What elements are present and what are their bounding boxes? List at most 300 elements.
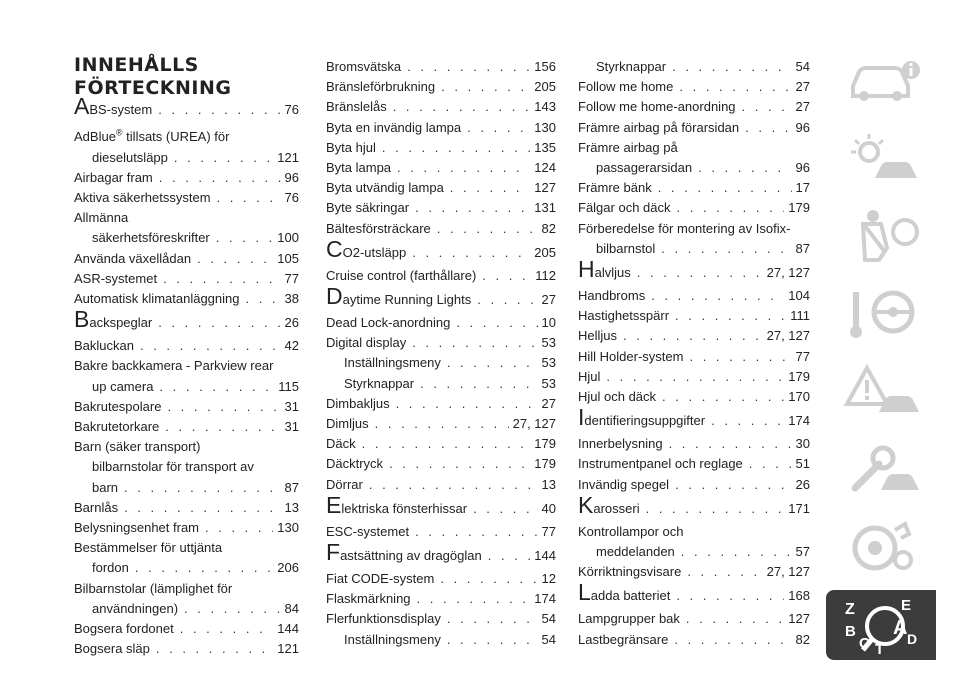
entry-text: dentifieringsuppgifter xyxy=(584,413,706,429)
entry-text: Belysningsenhet fram xyxy=(74,519,200,535)
page-number: 27, 127 xyxy=(512,416,556,432)
index-entry xyxy=(578,118,810,138)
page-number: 12 xyxy=(541,571,556,587)
entry-label xyxy=(92,377,153,397)
entry-label xyxy=(578,434,663,454)
index-entry-heading xyxy=(74,579,299,599)
entry-text: Bilbarnstolar (lämplighet för xyxy=(74,580,233,596)
dot-leader xyxy=(382,138,530,158)
dot-leader xyxy=(675,475,791,495)
entry-label xyxy=(578,256,631,286)
page-number: 127 xyxy=(788,611,810,627)
index-entry-heading xyxy=(578,219,810,239)
index-entry xyxy=(326,118,556,138)
entry-label xyxy=(74,188,211,208)
entry-text: Styrknappar xyxy=(344,375,415,391)
index-entry xyxy=(326,97,556,117)
entry-text: Främre airbag på xyxy=(578,139,678,155)
entry-text: Använda växellådan xyxy=(74,250,192,266)
index-entry xyxy=(326,333,556,353)
index-entry xyxy=(74,558,299,578)
entry-label xyxy=(74,581,232,596)
dot-leader xyxy=(397,158,530,178)
entry-label xyxy=(74,540,222,555)
dot-leader xyxy=(698,158,791,178)
page-number: 13 xyxy=(541,476,556,492)
dot-leader xyxy=(447,609,538,629)
dot-leader xyxy=(742,97,792,117)
dot-leader xyxy=(124,478,281,498)
entry-label xyxy=(596,57,666,77)
entry-label xyxy=(326,589,411,609)
entry-label xyxy=(326,178,444,198)
dot-leader xyxy=(245,289,280,309)
entry-text: Invändig spegel xyxy=(578,476,670,492)
entry-text: BS-system xyxy=(89,102,153,117)
entry-text: Bränslelås xyxy=(326,99,387,115)
dot-leader xyxy=(669,434,792,454)
entry-text: Cruise control (farthållare) xyxy=(326,267,477,283)
entry-label xyxy=(74,619,174,639)
page-title xyxy=(74,54,294,100)
dot-leader xyxy=(441,77,530,97)
entry-text: Inställningsmeny xyxy=(344,631,441,647)
entry-text: bilbarnstol xyxy=(596,240,656,256)
index-entry xyxy=(578,57,810,77)
entry-label xyxy=(74,289,239,309)
entry-label xyxy=(74,93,153,123)
tab-warning-car[interactable] xyxy=(826,356,936,426)
dot-leader xyxy=(473,496,537,522)
entry-label xyxy=(326,333,406,353)
entry-text: AdBlue xyxy=(74,129,116,145)
index-entry xyxy=(74,518,299,538)
page-number: 77 xyxy=(284,270,299,286)
page-number: 135 xyxy=(534,139,556,155)
car-info-icon xyxy=(835,48,927,110)
entry-label xyxy=(92,599,178,619)
dot-leader xyxy=(661,239,791,259)
entry-text: Byte säkringar xyxy=(326,200,410,216)
dot-leader xyxy=(676,583,784,609)
entry-label xyxy=(344,630,441,650)
index-entry xyxy=(74,498,299,518)
entry-label xyxy=(578,118,739,138)
index-letter: Z xyxy=(845,601,855,618)
index-letter: A xyxy=(893,617,908,639)
entry-label xyxy=(578,454,743,474)
index-entry xyxy=(578,306,810,326)
entry-text: Fiat CODE-system xyxy=(326,571,435,587)
index-letter: D xyxy=(907,631,918,647)
tab-steering-key[interactable] xyxy=(826,278,936,348)
entry-label xyxy=(74,397,161,417)
entry-text: astsättning av dragöglan xyxy=(340,548,482,564)
dot-leader xyxy=(651,286,784,306)
dot-leader xyxy=(745,118,791,138)
initial-letter: L xyxy=(578,579,591,606)
page-number: 174 xyxy=(788,413,810,429)
entry-label xyxy=(578,97,736,117)
dot-leader xyxy=(158,97,280,123)
initial-letter: K xyxy=(578,491,594,518)
dot-leader xyxy=(689,347,791,367)
entry-text: användningen) xyxy=(92,600,179,616)
page-number: 124 xyxy=(534,160,556,176)
dashboard-lights-icon xyxy=(835,126,927,188)
index-entry xyxy=(326,569,556,589)
page-number: 76 xyxy=(284,189,299,205)
entry-text: Innerbelysning xyxy=(578,436,663,452)
page-number: 57 xyxy=(795,544,810,560)
entry-text: dieselutsläpp xyxy=(92,149,168,165)
entry-text: Bestämmelser för uttjänta xyxy=(74,540,223,556)
entry-text: up camera xyxy=(92,378,154,394)
page-number: 27, 127 xyxy=(766,265,810,281)
seatbelt-airbag-icon xyxy=(835,204,927,266)
index-entry xyxy=(74,306,299,336)
index-entry xyxy=(578,198,810,218)
index-column-1 xyxy=(74,93,299,659)
entry-label xyxy=(344,353,441,373)
dot-leader xyxy=(412,240,530,266)
entry-label xyxy=(578,579,671,609)
entry-label xyxy=(326,569,434,589)
page-number: 205 xyxy=(534,79,556,95)
dot-leader xyxy=(467,118,530,138)
index-entry xyxy=(326,266,556,286)
index-entry-heading xyxy=(74,457,299,477)
entry-text: Bakluckan xyxy=(74,338,134,354)
entry-text: Bogsera släp xyxy=(74,641,150,657)
index-entry xyxy=(326,178,556,198)
entry-text: Follow me home xyxy=(578,79,674,95)
index-entry-heading xyxy=(74,123,299,148)
page-number: 111 xyxy=(790,308,810,324)
entry-text-continued: tillsats (UREA) för xyxy=(122,129,230,145)
dot-leader xyxy=(672,57,791,77)
page-number: 87 xyxy=(795,240,810,256)
dot-leader xyxy=(662,387,784,407)
tab-index[interactable] xyxy=(826,590,936,660)
page-number: 77 xyxy=(541,523,556,539)
entry-text: Flerfunktionsdisplay xyxy=(326,611,441,627)
dot-leader xyxy=(420,374,537,394)
dot-leader xyxy=(623,326,763,346)
dot-leader xyxy=(156,639,273,659)
dot-leader xyxy=(437,219,538,239)
dot-leader xyxy=(456,313,537,333)
tab-tech-data[interactable] xyxy=(826,512,936,582)
dot-leader xyxy=(167,397,280,417)
index-letter: T xyxy=(875,641,885,656)
index-entry xyxy=(578,542,810,562)
entry-label xyxy=(74,639,150,659)
entry-text: Byta utvändig lampa xyxy=(326,180,444,196)
page-number: 144 xyxy=(277,621,299,636)
page-number: 100 xyxy=(277,230,299,246)
entry-text: Däck xyxy=(326,436,356,452)
index-entry xyxy=(326,475,556,495)
entry-label xyxy=(596,158,692,178)
page-number: 38 xyxy=(284,290,299,306)
dot-leader xyxy=(417,589,531,609)
page-number: 26 xyxy=(795,476,810,492)
index-entry xyxy=(578,609,810,629)
page-number: 82 xyxy=(541,220,556,236)
index-entry xyxy=(74,228,299,248)
page-number: 121 xyxy=(277,641,299,657)
initial-letter: H xyxy=(578,256,595,283)
entry-text: adda batteriet xyxy=(590,588,671,604)
dot-leader xyxy=(686,609,784,629)
index-entry xyxy=(578,434,810,454)
warning-car-icon xyxy=(835,360,927,422)
entry-label xyxy=(326,394,390,414)
entry-text: Aktiva säkerhetssystem xyxy=(74,189,211,205)
index-entry xyxy=(326,609,556,629)
entry-text: Follow me home-anordning xyxy=(578,99,736,115)
index-entry xyxy=(578,562,810,582)
initial-letter: B xyxy=(74,306,90,333)
entry-label xyxy=(578,404,706,434)
index-entry xyxy=(74,249,299,269)
index-entry xyxy=(578,239,810,259)
entry-label xyxy=(578,306,669,326)
entry-text: Instrumentpanel och reglage xyxy=(578,456,743,472)
entry-label xyxy=(326,97,387,117)
page-number: 130 xyxy=(277,519,299,535)
initial-letter: D xyxy=(326,283,343,310)
entry-text: Bakrutespolare xyxy=(74,398,162,414)
entry-label xyxy=(74,168,153,188)
tab-wrench-car[interactable] xyxy=(826,434,936,504)
page-number: 96 xyxy=(284,169,299,185)
index-entry xyxy=(74,417,299,437)
index-entry xyxy=(326,138,556,158)
page-number: 115 xyxy=(278,378,299,394)
tab-car-info[interactable] xyxy=(826,44,936,114)
entry-text: lektriska fönsterhissar xyxy=(341,500,468,516)
page-number: 144 xyxy=(534,548,556,564)
dot-leader xyxy=(159,377,274,397)
entry-label xyxy=(92,459,254,474)
entry-text: Hjul och däck xyxy=(578,389,657,405)
dot-leader xyxy=(140,336,281,356)
entry-label xyxy=(578,221,790,236)
page-number: 121 xyxy=(277,149,299,165)
entry-text: ESC-systemet xyxy=(326,523,410,539)
steering-key-icon xyxy=(835,282,927,344)
entry-text: Dead Lock-anordning xyxy=(326,315,451,331)
page-number: 10 xyxy=(541,315,556,331)
entry-text: Barnlås xyxy=(74,499,119,515)
index-entry xyxy=(74,188,299,208)
entry-label xyxy=(74,306,153,336)
dot-leader xyxy=(675,306,786,326)
entry-text: O2-utsläpp xyxy=(342,244,407,260)
dot-leader xyxy=(711,408,784,434)
entry-text: ASR-systemet xyxy=(74,270,158,286)
entry-text: säkerhetsföreskrifter xyxy=(92,230,210,246)
dot-leader xyxy=(646,496,785,522)
dot-leader xyxy=(389,454,530,474)
entry-label xyxy=(326,491,468,522)
dot-leader xyxy=(396,394,538,414)
entry-label xyxy=(92,558,129,578)
page-number: 13 xyxy=(284,499,299,515)
page-number: 105 xyxy=(277,250,299,266)
entry-label xyxy=(578,326,617,346)
entry-label xyxy=(326,539,482,569)
entry-label xyxy=(74,518,199,538)
dot-leader xyxy=(681,542,792,562)
index-entry xyxy=(578,286,810,306)
page-number: 26 xyxy=(284,315,299,331)
page-number: 171 xyxy=(788,500,810,516)
page-number: 77 xyxy=(795,348,810,364)
entry-text: bilbarnstolar för transport av xyxy=(92,459,254,475)
entry-label xyxy=(74,210,128,225)
page-number: 27 xyxy=(795,99,810,115)
entry-label xyxy=(326,77,435,97)
dot-leader xyxy=(174,148,273,168)
dot-leader xyxy=(158,310,280,336)
entry-label xyxy=(326,266,476,286)
page-number: 156 xyxy=(534,59,556,74)
dot-leader xyxy=(415,198,530,218)
dot-leader xyxy=(135,558,273,578)
dot-leader xyxy=(658,178,792,198)
index-entry xyxy=(326,283,556,313)
index-entry xyxy=(326,539,556,569)
index-entry xyxy=(578,404,810,434)
index-entry xyxy=(326,630,556,650)
index-entry xyxy=(578,630,810,650)
index-entry xyxy=(326,374,556,394)
index-letter: B xyxy=(845,623,856,640)
index-entry xyxy=(578,256,810,286)
entry-text: Lastbegränsare xyxy=(578,631,669,647)
index-entry xyxy=(578,491,810,522)
index-entry xyxy=(326,198,556,218)
entry-label xyxy=(578,367,600,387)
entry-text: Bältesförsträckare xyxy=(326,220,431,236)
index-entry xyxy=(74,478,299,498)
entry-label xyxy=(326,454,383,474)
index-entry xyxy=(74,619,299,639)
index-entry-heading xyxy=(74,538,299,558)
dot-leader xyxy=(163,269,280,289)
page-number: 96 xyxy=(795,119,810,135)
entry-label xyxy=(74,249,191,269)
dot-leader xyxy=(674,630,791,650)
page-number: 27, 127 xyxy=(766,328,810,344)
dot-leader xyxy=(205,518,273,538)
entry-label xyxy=(74,269,157,289)
dot-leader xyxy=(749,454,792,474)
index-entry xyxy=(74,377,299,397)
page-number: 179 xyxy=(534,436,556,452)
page-number: 179 xyxy=(788,368,810,384)
entry-text: Bakrutetorkare xyxy=(74,418,160,434)
entry-label xyxy=(74,417,159,437)
page-number: 54 xyxy=(541,631,556,647)
index-entry xyxy=(326,394,556,414)
page-title-line-2: FÖRTECKNING xyxy=(74,77,232,99)
entry-label xyxy=(578,77,673,97)
index-entry xyxy=(74,336,299,356)
entry-text: Barn (säker transport) xyxy=(74,439,201,455)
initial-letter: E xyxy=(326,491,342,518)
page-number: 54 xyxy=(541,611,556,627)
page-number: 30 xyxy=(795,436,810,452)
tab-dashboard-lights[interactable] xyxy=(826,122,936,192)
entry-label xyxy=(326,138,376,158)
page-number: 17 xyxy=(795,180,810,196)
entry-text: Fälgar och däck xyxy=(578,200,671,216)
dot-leader xyxy=(447,353,538,373)
registered-mark: ® xyxy=(115,128,123,138)
dot-leader xyxy=(184,599,281,619)
entry-label xyxy=(344,374,414,394)
dot-leader xyxy=(362,434,531,454)
dot-leader xyxy=(482,266,531,286)
index-entry xyxy=(74,397,299,417)
index-entry-heading xyxy=(74,208,299,228)
page-number: 174 xyxy=(534,591,556,607)
entry-text: Hjul xyxy=(578,368,601,384)
index-entry xyxy=(326,57,556,77)
wrench-car-icon xyxy=(835,438,927,500)
entry-text: Lampgrupper bak xyxy=(578,611,680,627)
dot-leader xyxy=(197,249,273,269)
tab-seatbelt-airbag[interactable] xyxy=(826,200,936,270)
index-entry xyxy=(326,491,556,522)
entry-text: Byta hjul xyxy=(326,139,376,155)
index-entry xyxy=(578,475,810,495)
dot-leader xyxy=(216,228,274,248)
page-number: 131 xyxy=(534,200,556,216)
initial-letter: I xyxy=(578,404,585,431)
page-number: 54 xyxy=(795,59,810,74)
index-entry xyxy=(326,434,556,454)
entry-label xyxy=(326,283,472,313)
index-entry xyxy=(578,454,810,474)
entry-text: Bogsera fordonet xyxy=(74,621,174,636)
page-number: 53 xyxy=(541,355,556,371)
entry-text: aytime Running Lights xyxy=(342,292,472,308)
entry-label xyxy=(578,347,683,367)
entry-text: Handbroms xyxy=(578,288,646,304)
entry-label xyxy=(596,239,655,259)
dot-leader xyxy=(159,168,281,188)
dot-leader xyxy=(450,178,531,198)
entry-text: Kontrollampor och xyxy=(578,523,684,539)
entry-label xyxy=(578,630,668,650)
entry-text: Däcktryck xyxy=(326,456,384,472)
entry-label xyxy=(596,542,675,562)
page-number: 130 xyxy=(534,119,556,135)
dot-leader xyxy=(407,57,530,77)
index-entry xyxy=(326,522,556,542)
page-number: 127 xyxy=(534,180,556,196)
dot-leader xyxy=(679,77,791,97)
index-entry-heading xyxy=(578,138,810,158)
index-entry xyxy=(578,367,810,387)
index-entry-heading xyxy=(74,356,299,376)
page-number: 76 xyxy=(284,102,299,117)
